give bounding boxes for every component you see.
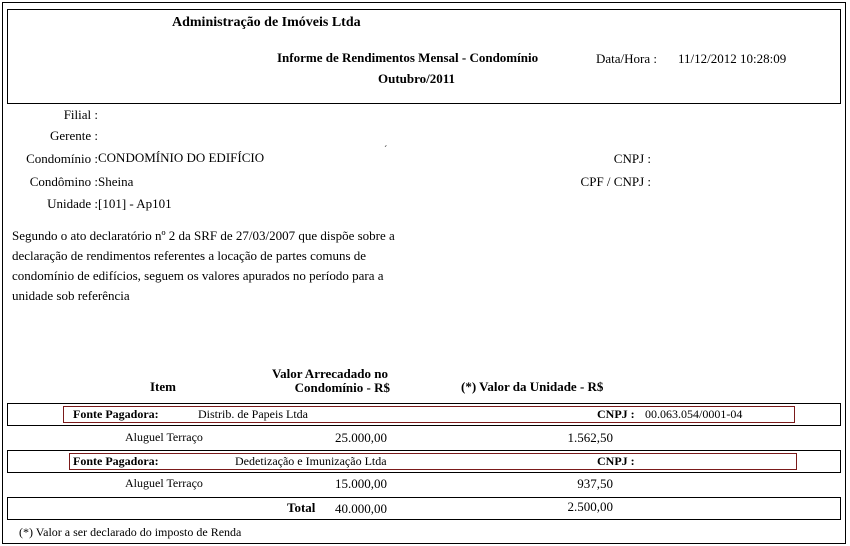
col-header-valor-line1: Valor Arrecadado no — [271, 366, 388, 381]
col-header-item: Item — [150, 379, 176, 394]
total-label: Total — [287, 500, 316, 515]
group-2-item: Aluguel Terraço — [125, 476, 203, 490]
total-row — [7, 497, 841, 520]
datetime-label: Data/Hora : — [596, 51, 658, 66]
group-1-valor: 25.000,00 — [335, 430, 387, 445]
cnpj-label: CNPJ : — [613, 151, 651, 166]
unidade-label: Unidade : — [47, 196, 98, 211]
group-2-cnpj-label: CNPJ : — [597, 454, 635, 468]
col-header-unidade: (*) Valor da Unidade - R$ — [461, 379, 604, 394]
condomino-label: Condômino : — [29, 174, 98, 189]
total-valor: 40.000,00 — [335, 501, 387, 516]
group-1-cnpj-value: 00.063.054/0001-04 — [645, 407, 743, 421]
accent-mark: ´ — [384, 145, 388, 156]
datetime-value: 11/12/2012 10:28:09 — [678, 51, 787, 66]
legal-paragraph: Segundo o ato declaratório nº 2 da SRF de 27/03/2007 que dispõe sobre a declaração de rendimentos referentes a locação de partes comuns de condomínio de edifícios, seguem os valores apurados no período para a unidade sob referência — [12, 228, 395, 303]
cpf-cnpj-label: CPF / CNPJ : — [580, 174, 651, 189]
col-header-valor-line2: Condomínio - R$ — [294, 380, 390, 395]
group-1-fonte-value: Distrib. de Papeis Ltda — [198, 407, 308, 421]
report-period: Outubro/2011 — [378, 71, 456, 86]
total-unidade: 2.500,00 — [567, 499, 613, 514]
group-2-highlight — [69, 453, 797, 470]
condomino-value: Sheina — [98, 174, 134, 189]
filial-label: Filial : — [63, 107, 98, 122]
group-2-unidade: 937,50 — [577, 476, 613, 491]
company-name: Administração de Imóveis Ltda — [172, 15, 361, 30]
unidade-value: [101] - Ap101 — [98, 196, 172, 211]
group-1-cnpj-label: CNPJ : — [597, 407, 635, 421]
group-1-unidade: 1.562,50 — [567, 430, 613, 445]
group-1-item: Aluguel Terraço — [125, 430, 203, 444]
group-2-valor: 15.000,00 — [335, 476, 387, 491]
group-1-fonte-label: Fonte Pagadora: — [73, 407, 159, 421]
report-title: Informe de Rendimentos Mensal - Condomínio — [277, 50, 539, 65]
footnote: (*) Valor a ser declarado do imposto de Renda — [19, 525, 242, 539]
group-2-fonte-value: Dedetização e Imunização Ltda — [235, 454, 387, 468]
group-2-fonte-label: Fonte Pagadora: — [73, 454, 159, 468]
condominio-value: CONDOMÍNIO DO EDIFÍCIO — [98, 150, 265, 165]
condominio-label: Condomínio : — [26, 151, 98, 166]
gerente-label: Gerente : — [49, 128, 98, 143]
